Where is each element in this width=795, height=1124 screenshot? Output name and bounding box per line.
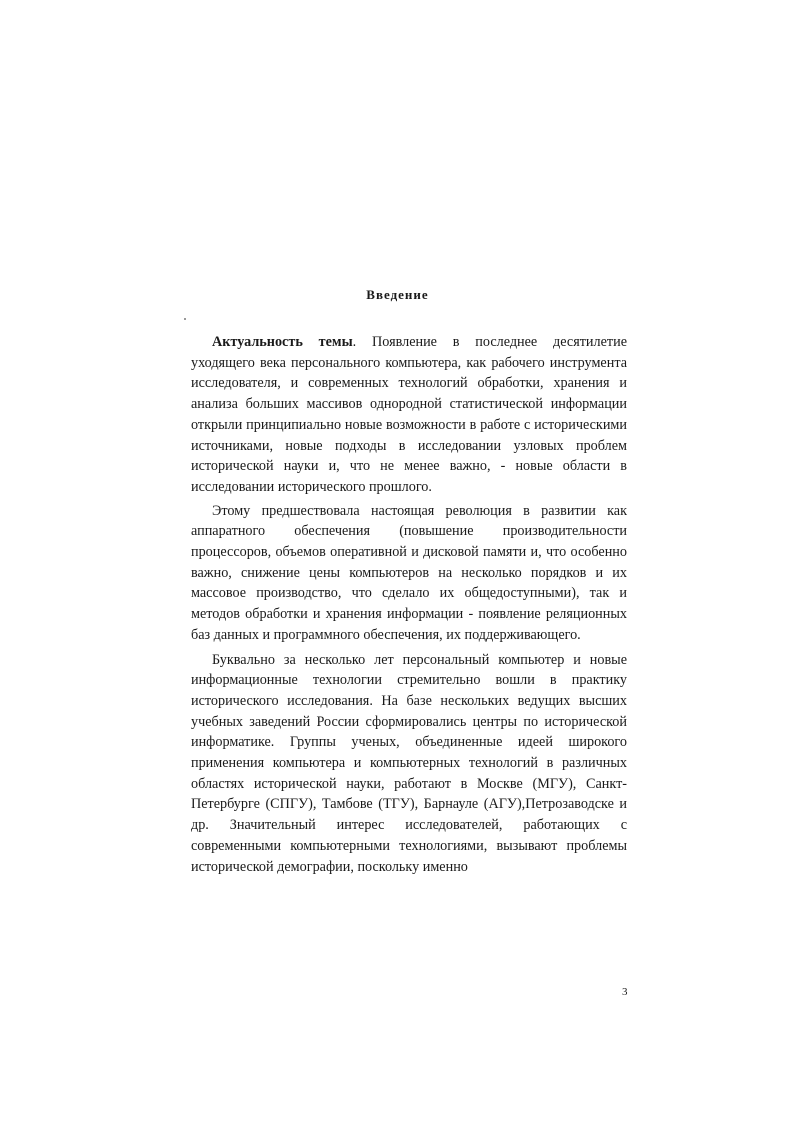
page-number: 3 [622, 986, 628, 998]
scan-speck [184, 318, 186, 320]
paragraph-2 [191, 501, 627, 646]
paragraph-3 [191, 650, 627, 878]
paragraph-1 [191, 332, 627, 498]
paragraph-text: Этому предшествовала настоящая революция в развитии как аппаратного обеспечения (повышение производительности процессоров, объемов оперативной и дисковой памяти и, что особенно важно, снижение цены компьютеров на несколько порядков и их массовое производство, что сделало их общедоступными), так и методов обработки и хранения информации - появление реляционных баз данных и программного обеспечения, их поддерживающего. [191, 502, 627, 643]
section-heading: Введение [366, 287, 429, 302]
body-text [191, 332, 627, 877]
paragraph-text: . Появление в последнее десятилетие уходящего века персонального компьютера, как рабочего инструмента исследователя, и современных технологий обработки, хранения и анализа больших массивов однородной статистической информации открыли принципиально новые возможности в работе с историческими источниками, новые подходы в исследовании узловых проблем исторической науки и, что не менее важно, - новые области в исследовании исторического прошлого. [191, 334, 627, 495]
paragraph-text: Буквально за несколько лет персональный компьютер и новые информационные технологии стремительно вошли в практику исторического исследования. На базе нескольких ведущих высших учебных заведений России сформировались центры по исторической информатике. Группы ученых, объединенные идеей широкого применения компьютера и компьютерных технологий в различных областях исторической науки, работают в Москве (МГУ), Санкт-Петербурге (СПГУ), Тамбове (ТГУ), Барнауле (АГУ),Петрозаводске и др. Значительный интерес исследователей, работающих с современными компьютерными технологиями, вызывают проблемы исторической демографии, поскольку именно [191, 651, 627, 875]
paragraph-lead: Актуальность темы [212, 334, 353, 350]
